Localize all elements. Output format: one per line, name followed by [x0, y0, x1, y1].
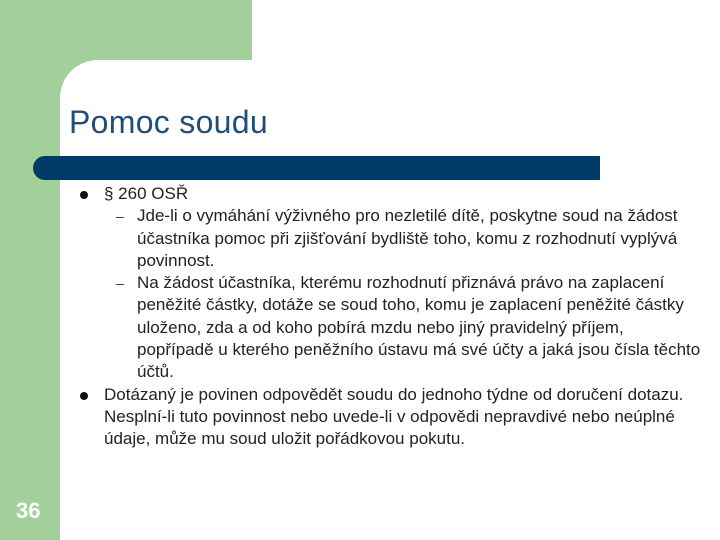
bullet-dot-icon [80, 191, 88, 199]
bullet-item [76, 384, 701, 451]
sub-bullet-text: Jde-li o vymáhání výživného pro nezletilé dítě, poskytne soud na žádost účastníka pomoc při zjišťování bydliště toho, komu z rozhodnutí vyplývá povinnost. [137, 206, 678, 270]
dash-icon: – [116, 208, 124, 225]
slide-title: Pomoc soudu [69, 104, 268, 140]
dash-icon: – [116, 275, 124, 292]
title-rule [33, 156, 600, 180]
bullet-dot-icon [80, 392, 88, 400]
sub-bullet-text: Na žádost účastníka, kterému rozhodnutí přiznává právo na zaplacení peněžité částky, dotáže se soud toho, komu je zaplacení peněžité částky uloženo, zda a od koho pobírá mzdu nebo jiný pravidelný příjem, popřípadě u kterého peněžního ústavu má své účty a jaká jsou čísla těchto účtů. [137, 273, 701, 382]
bullet-item [76, 183, 701, 205]
bullet-text: Dotázaný je povinen odpovědět soudu do jednoho týdne od doručení dotazu. Nesplní-li tuto povinnost nebo uvede-li v odpovědi nepravdivé nebo neúplné údaje, může mu soud uložit pořádkovou pokutu. [104, 384, 684, 449]
sub-bullet-item [76, 272, 701, 383]
sub-bullet-item [76, 205, 701, 272]
bullet-text: § 260 OSŘ [104, 184, 189, 203]
slide-content [76, 183, 701, 451]
decor-green-left [0, 0, 60, 540]
page-number: 36 [16, 498, 41, 523]
